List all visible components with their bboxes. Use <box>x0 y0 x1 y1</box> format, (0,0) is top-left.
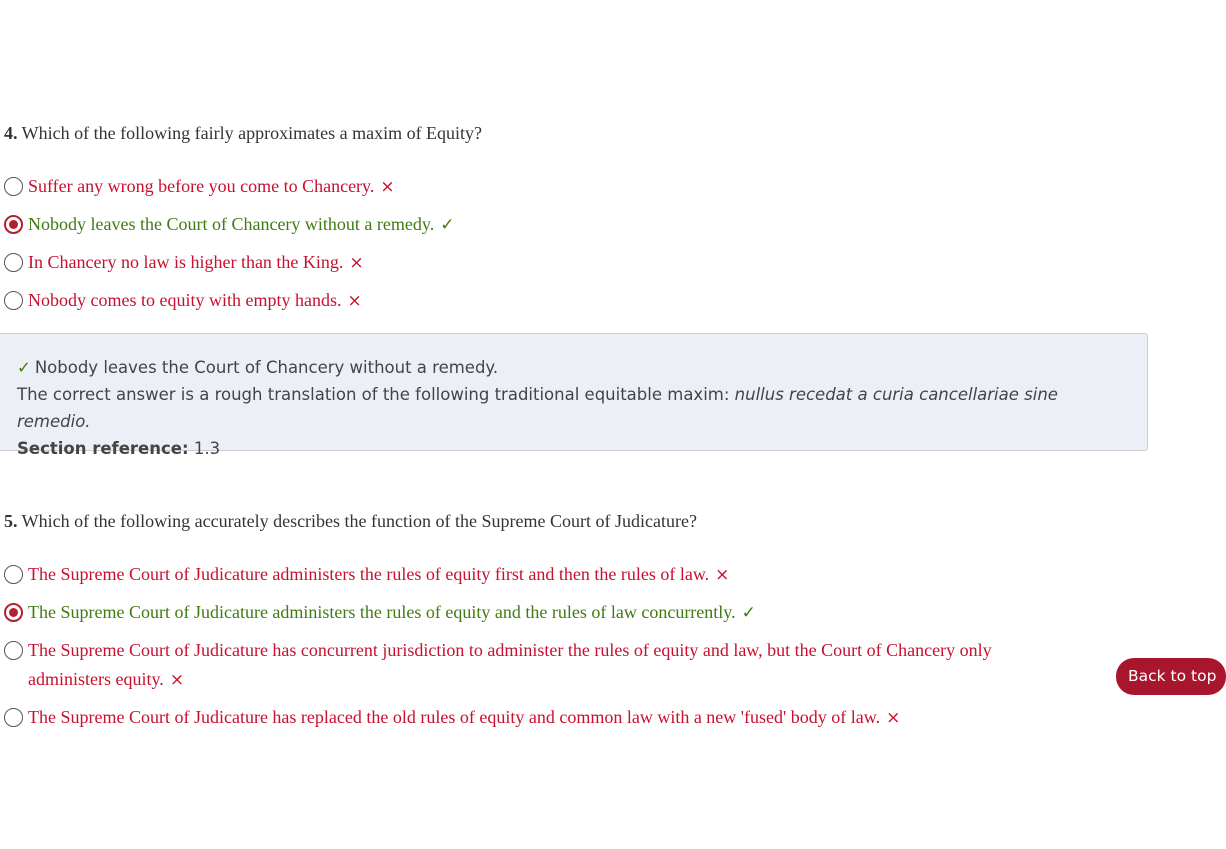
option-text: The Supreme Court of Judicature administers the rules of equity and the rules of law concurrently. <box>28 602 736 622</box>
question-title <box>4 122 1154 144</box>
answer-option[interactable] <box>4 636 1154 695</box>
option-label <box>28 286 362 316</box>
incorrect-icon: × <box>347 291 362 311</box>
feedback-explanation-line <box>17 381 1129 435</box>
radio-button[interactable] <box>4 708 23 727</box>
option-text: Nobody comes to equity with empty hands. <box>28 290 342 310</box>
option-label <box>28 636 1048 695</box>
answer-options <box>4 560 1154 733</box>
feedback-latin-maxim: nullus recedat a curia cancellariae sine remedio. <box>17 385 1058 431</box>
incorrect-icon: × <box>169 670 185 690</box>
checkmark-icon: ✓ <box>17 358 31 377</box>
incorrect-icon: × <box>380 177 395 197</box>
incorrect-icon: × <box>886 708 901 728</box>
question-title <box>4 510 1154 532</box>
answer-option[interactable] <box>4 248 1154 278</box>
radio-button[interactable] <box>4 641 23 660</box>
section-reference <box>17 435 1129 462</box>
question-text: Which of the following accurately describes the function of the Supreme Court of Judicature? <box>17 511 697 531</box>
back-to-top-button[interactable]: Back to top <box>1116 658 1226 695</box>
answer-option[interactable] <box>4 560 1154 590</box>
question-4 <box>4 122 1154 324</box>
option-label <box>28 210 454 240</box>
answer-option[interactable] <box>4 598 1154 628</box>
option-label <box>28 598 756 628</box>
correct-icon: ✓ <box>440 215 455 235</box>
feedback-answer: Nobody leaves the Court of Chancery without a remedy. <box>34 358 499 377</box>
question-5 <box>4 510 1154 741</box>
question-number: 5. <box>4 511 18 531</box>
option-text: Suffer any wrong before you come to Chancery. <box>28 176 375 196</box>
answer-option[interactable] <box>4 286 1154 316</box>
feedback-answer-line <box>17 354 1129 381</box>
option-label <box>28 248 364 278</box>
option-label <box>28 560 729 590</box>
option-label <box>28 172 395 202</box>
feedback-panel <box>0 333 1148 458</box>
answer-option[interactable] <box>4 172 1154 202</box>
radio-button[interactable] <box>4 253 23 272</box>
radio-button[interactable] <box>4 565 23 584</box>
answer-option[interactable] <box>4 210 1154 240</box>
incorrect-icon: × <box>715 565 730 585</box>
radio-button[interactable] <box>4 177 23 196</box>
answer-options <box>4 172 1154 316</box>
section-reference-value: 1.3 <box>188 439 221 458</box>
section-reference-label: Section reference: <box>17 439 189 458</box>
correct-icon: ✓ <box>741 603 756 623</box>
feedback-explanation: The correct answer is a rough translation of the following traditional equitable maxim: <box>17 385 735 404</box>
option-text: Nobody leaves the Court of Chancery without a remedy. <box>28 214 435 234</box>
question-number: 4. <box>4 123 18 143</box>
incorrect-icon: × <box>349 253 364 273</box>
option-label <box>28 703 900 733</box>
option-text: In Chancery no law is higher than the King. <box>28 252 344 272</box>
radio-button-selected[interactable] <box>4 215 23 234</box>
answer-option[interactable] <box>4 703 1154 733</box>
option-text: The Supreme Court of Judicature has replaced the old rules of equity and common law with a new 'fused' body of law. <box>28 707 881 727</box>
radio-button-selected[interactable] <box>4 603 23 622</box>
question-text: Which of the following fairly approximates a maxim of Equity? <box>17 123 483 143</box>
option-text: The Supreme Court of Judicature has concurrent jurisdiction to administer the rules of equity and law, but the Court of Chancery only administers equity. <box>28 640 992 689</box>
radio-button[interactable] <box>4 291 23 310</box>
option-text: The Supreme Court of Judicature administers the rules of equity first and then the rules of law. <box>28 564 710 584</box>
